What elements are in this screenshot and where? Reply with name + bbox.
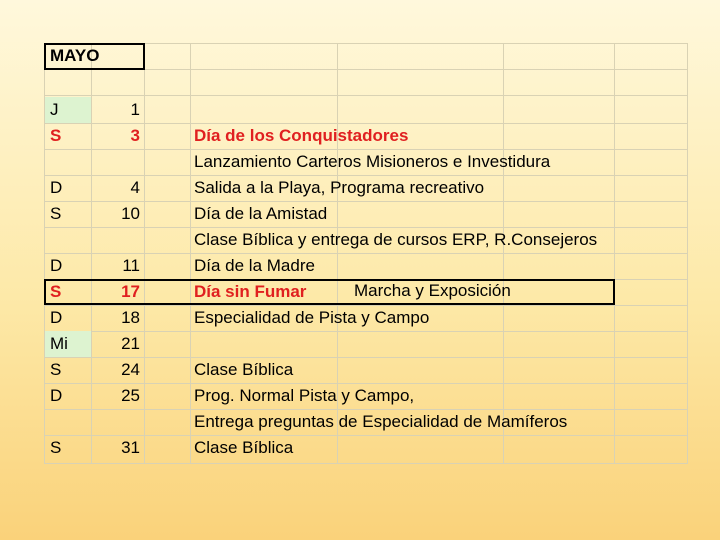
event-cell: Día de la Madre [194, 256, 315, 275]
day-cell: D [50, 386, 63, 405]
event-extra-cell: Marcha y Exposición [354, 281, 511, 300]
date-cell: 1 [130, 100, 140, 119]
date-cell: 17 [121, 282, 140, 301]
event-cell: Especialidad de Pista y Campo [194, 308, 430, 327]
date-cell: 21 [121, 334, 140, 353]
day-cell: S [50, 360, 62, 379]
day-cell: S [50, 438, 62, 457]
day-cell: J [50, 100, 59, 119]
date-cell: 11 [122, 256, 140, 275]
date-cell: 4 [130, 178, 140, 197]
day-cell: S [50, 204, 62, 223]
day-cell: S [50, 126, 62, 145]
date-cell: 25 [121, 386, 140, 405]
day-cell: D [50, 308, 63, 327]
day-cell: D [50, 178, 63, 197]
day-cell: Mi [50, 334, 68, 353]
event-cell: Lanzamiento Carteros Misioneros e Investidura [194, 152, 551, 171]
event-cell: Día de los Conquistadores [194, 126, 409, 145]
event-cell: Clase Bíblica [194, 360, 294, 379]
event-cell: Día de la Amistad [194, 204, 328, 223]
spreadsheet [44, 43, 688, 464]
event-cell: Día sin Fumar [194, 282, 307, 301]
date-cell: 3 [130, 126, 140, 145]
day-cell: D [50, 256, 63, 275]
month-title: MAYO [50, 46, 100, 65]
event-cell: Entrega preguntas de Especialidad de Mamíferos [194, 412, 568, 431]
day-cell: S [50, 282, 62, 301]
event-cell: Salida a la Playa, Programa recreativo [194, 178, 485, 197]
event-cell: Clase Bíblica [194, 438, 294, 457]
event-cell: Clase Bíblica y entrega de cursos ERP, R.Consejeros [194, 230, 598, 249]
event-cell: Prog. Normal Pista y Campo, [194, 386, 415, 405]
date-cell: 31 [121, 438, 140, 457]
date-cell: 18 [121, 308, 140, 327]
date-cell: 24 [121, 360, 140, 379]
date-cell: 10 [121, 204, 140, 223]
